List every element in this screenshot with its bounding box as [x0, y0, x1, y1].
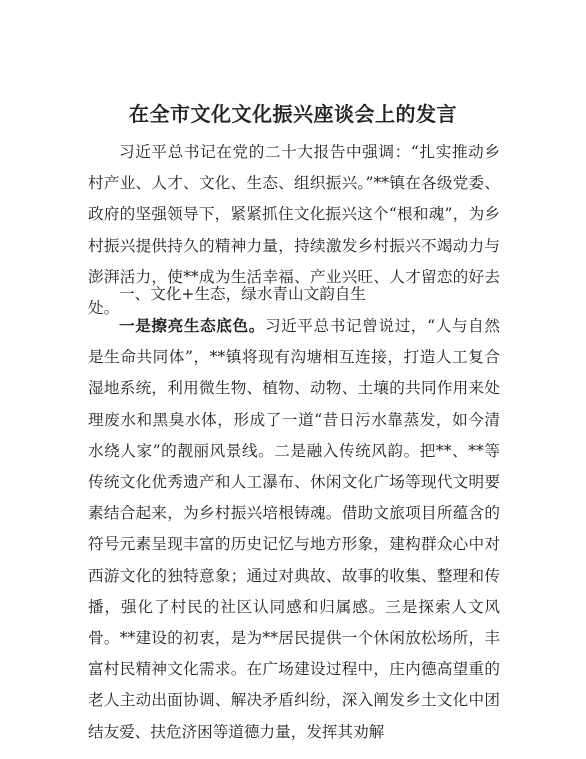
section-paragraph-lead: 一是擦亮生态底色。 [119, 316, 265, 335]
section-heading: 一、文化+生态，绿水青山文韵自生 [119, 285, 366, 303]
document-title: 在全市文化文化振兴座谈会上的发言 [129, 102, 457, 126]
section-paragraph [88, 310, 500, 748]
intro-paragraph: 习近平总书记在党的二十大报告中强调：“扎实推动乡村产业、人才、文化、生态、组织振兴。”**镇在各级党委、政府的坚强领导下，紧紧抓住文化振兴这个“根和魂”，为乡村振兴提供持久的精神力量，持续激发乡村振兴不竭动力与澎湃活力，使**成为生活幸福、产业兴旺、人才留恋的好去处。 [88, 143, 500, 318]
section-paragraph-body: 习近平总书记曾说过，“人与自然是生命共同体”，**镇将现有沟塘相互连接，打造人工复合湿地系统，利用微生物、植物、动物、土壤的共同作用来处理废水和黑臭水体，形成了一道“昔日污水靠蒸发，如今清水绕人家”的靓丽风景线。二是融入传统风韵。把**、**等传统文化优秀遗产和人工瀑布、休闲文化广场等现代文明要素结合起来，为乡村振兴培根铸魂。借助文旅项目所蕴含的符号元素呈现丰富的历史记忆与地方形象，建构群众心中对西游文化的独特意象；通过对典故、故事的收集、整理和传播，强化了村民的社区认同感和归属感。三是探索人文风骨。**建设的初衷，是为**居民提供一个休闲放松场所，丰富村民精神文化需求。在广场建设过程中，庄内德高望重的老人主动出面协调、解决矛盾纠纷，深入阐发乡土文化中团结友爱、扶危济困等道德力量，发挥其劝解 [88, 317, 500, 741]
